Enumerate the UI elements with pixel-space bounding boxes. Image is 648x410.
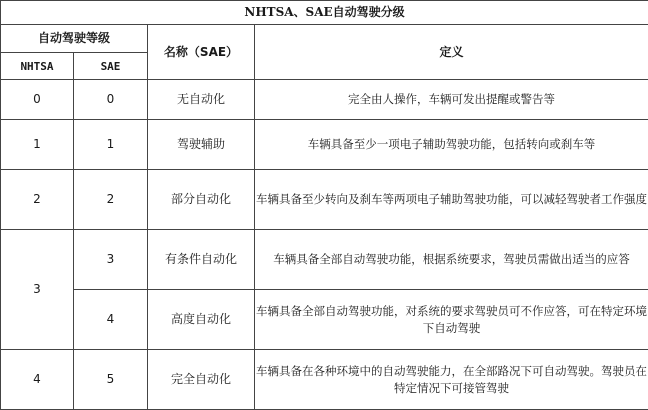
sae-level-cell: 3 — [74, 230, 148, 290]
level-name-cell: 有条件自动化 — [148, 230, 255, 290]
table-row — [1, 120, 648, 170]
nhtsa-level-cell: 3 — [1, 230, 74, 350]
level-name-cell: 驾驶辅助 — [148, 120, 255, 170]
nhtsa-level-cell: 4 — [1, 350, 74, 410]
level-name-cell: 高度自动化 — [148, 290, 255, 350]
level-definition-cell: 完全由人操作，车辆可发出提醒或警告等 — [255, 80, 648, 120]
header-row-1 — [1, 25, 648, 53]
header-level-group: 自动驾驶等级 — [1, 25, 148, 53]
sae-level-cell: 4 — [74, 290, 148, 350]
nhtsa-level-cell: 1 — [1, 120, 74, 170]
level-definition-cell: 车辆具备至少一项电子辅助驾驶功能，包括转向或刹车等 — [255, 120, 648, 170]
title-row — [1, 1, 648, 25]
level-definition-cell: 车辆具备在各种环境中的自动驾驶能力，在全部路况下可自动驾驶。驾驶员在特定情况下可接管驾驶 — [255, 350, 648, 410]
level-definition-cell: 车辆具备全部自动驾驶功能，根据系统要求，驾驶员需做出适当的应答 — [255, 230, 648, 290]
table-row — [1, 170, 648, 230]
level-name-cell: 部分自动化 — [148, 170, 255, 230]
sae-level-cell: 0 — [74, 80, 148, 120]
level-name-cell: 完全自动化 — [148, 350, 255, 410]
header-nhtsa: NHTSA — [1, 53, 74, 80]
nhtsa-level-cell: 2 — [1, 170, 74, 230]
header-sae: SAE — [74, 53, 148, 80]
level-definition-cell: 车辆具备至少转向及刹车等两项电子辅助驾驶功能，可以减轻驾驶者工作强度 — [255, 170, 648, 230]
sae-level-cell: 2 — [74, 170, 148, 230]
table-title: NHTSA、SAE自动驾驶分级 — [1, 1, 648, 25]
table-row — [1, 80, 648, 120]
level-definition-cell: 车辆具备全部自动驾驶功能，对系统的要求驾驶员可不作应答，可在特定环境下自动驾驶 — [255, 290, 648, 350]
header-name: 名称（SAE） — [148, 25, 255, 80]
table-row — [1, 350, 648, 410]
sae-level-cell: 1 — [74, 120, 148, 170]
sae-level-cell: 5 — [74, 350, 148, 410]
table-row — [1, 230, 648, 290]
header-definition: 定义 — [255, 25, 648, 80]
level-name-cell: 无自动化 — [148, 80, 255, 120]
nhtsa-level-cell: 0 — [1, 80, 74, 120]
table-row — [1, 290, 648, 350]
